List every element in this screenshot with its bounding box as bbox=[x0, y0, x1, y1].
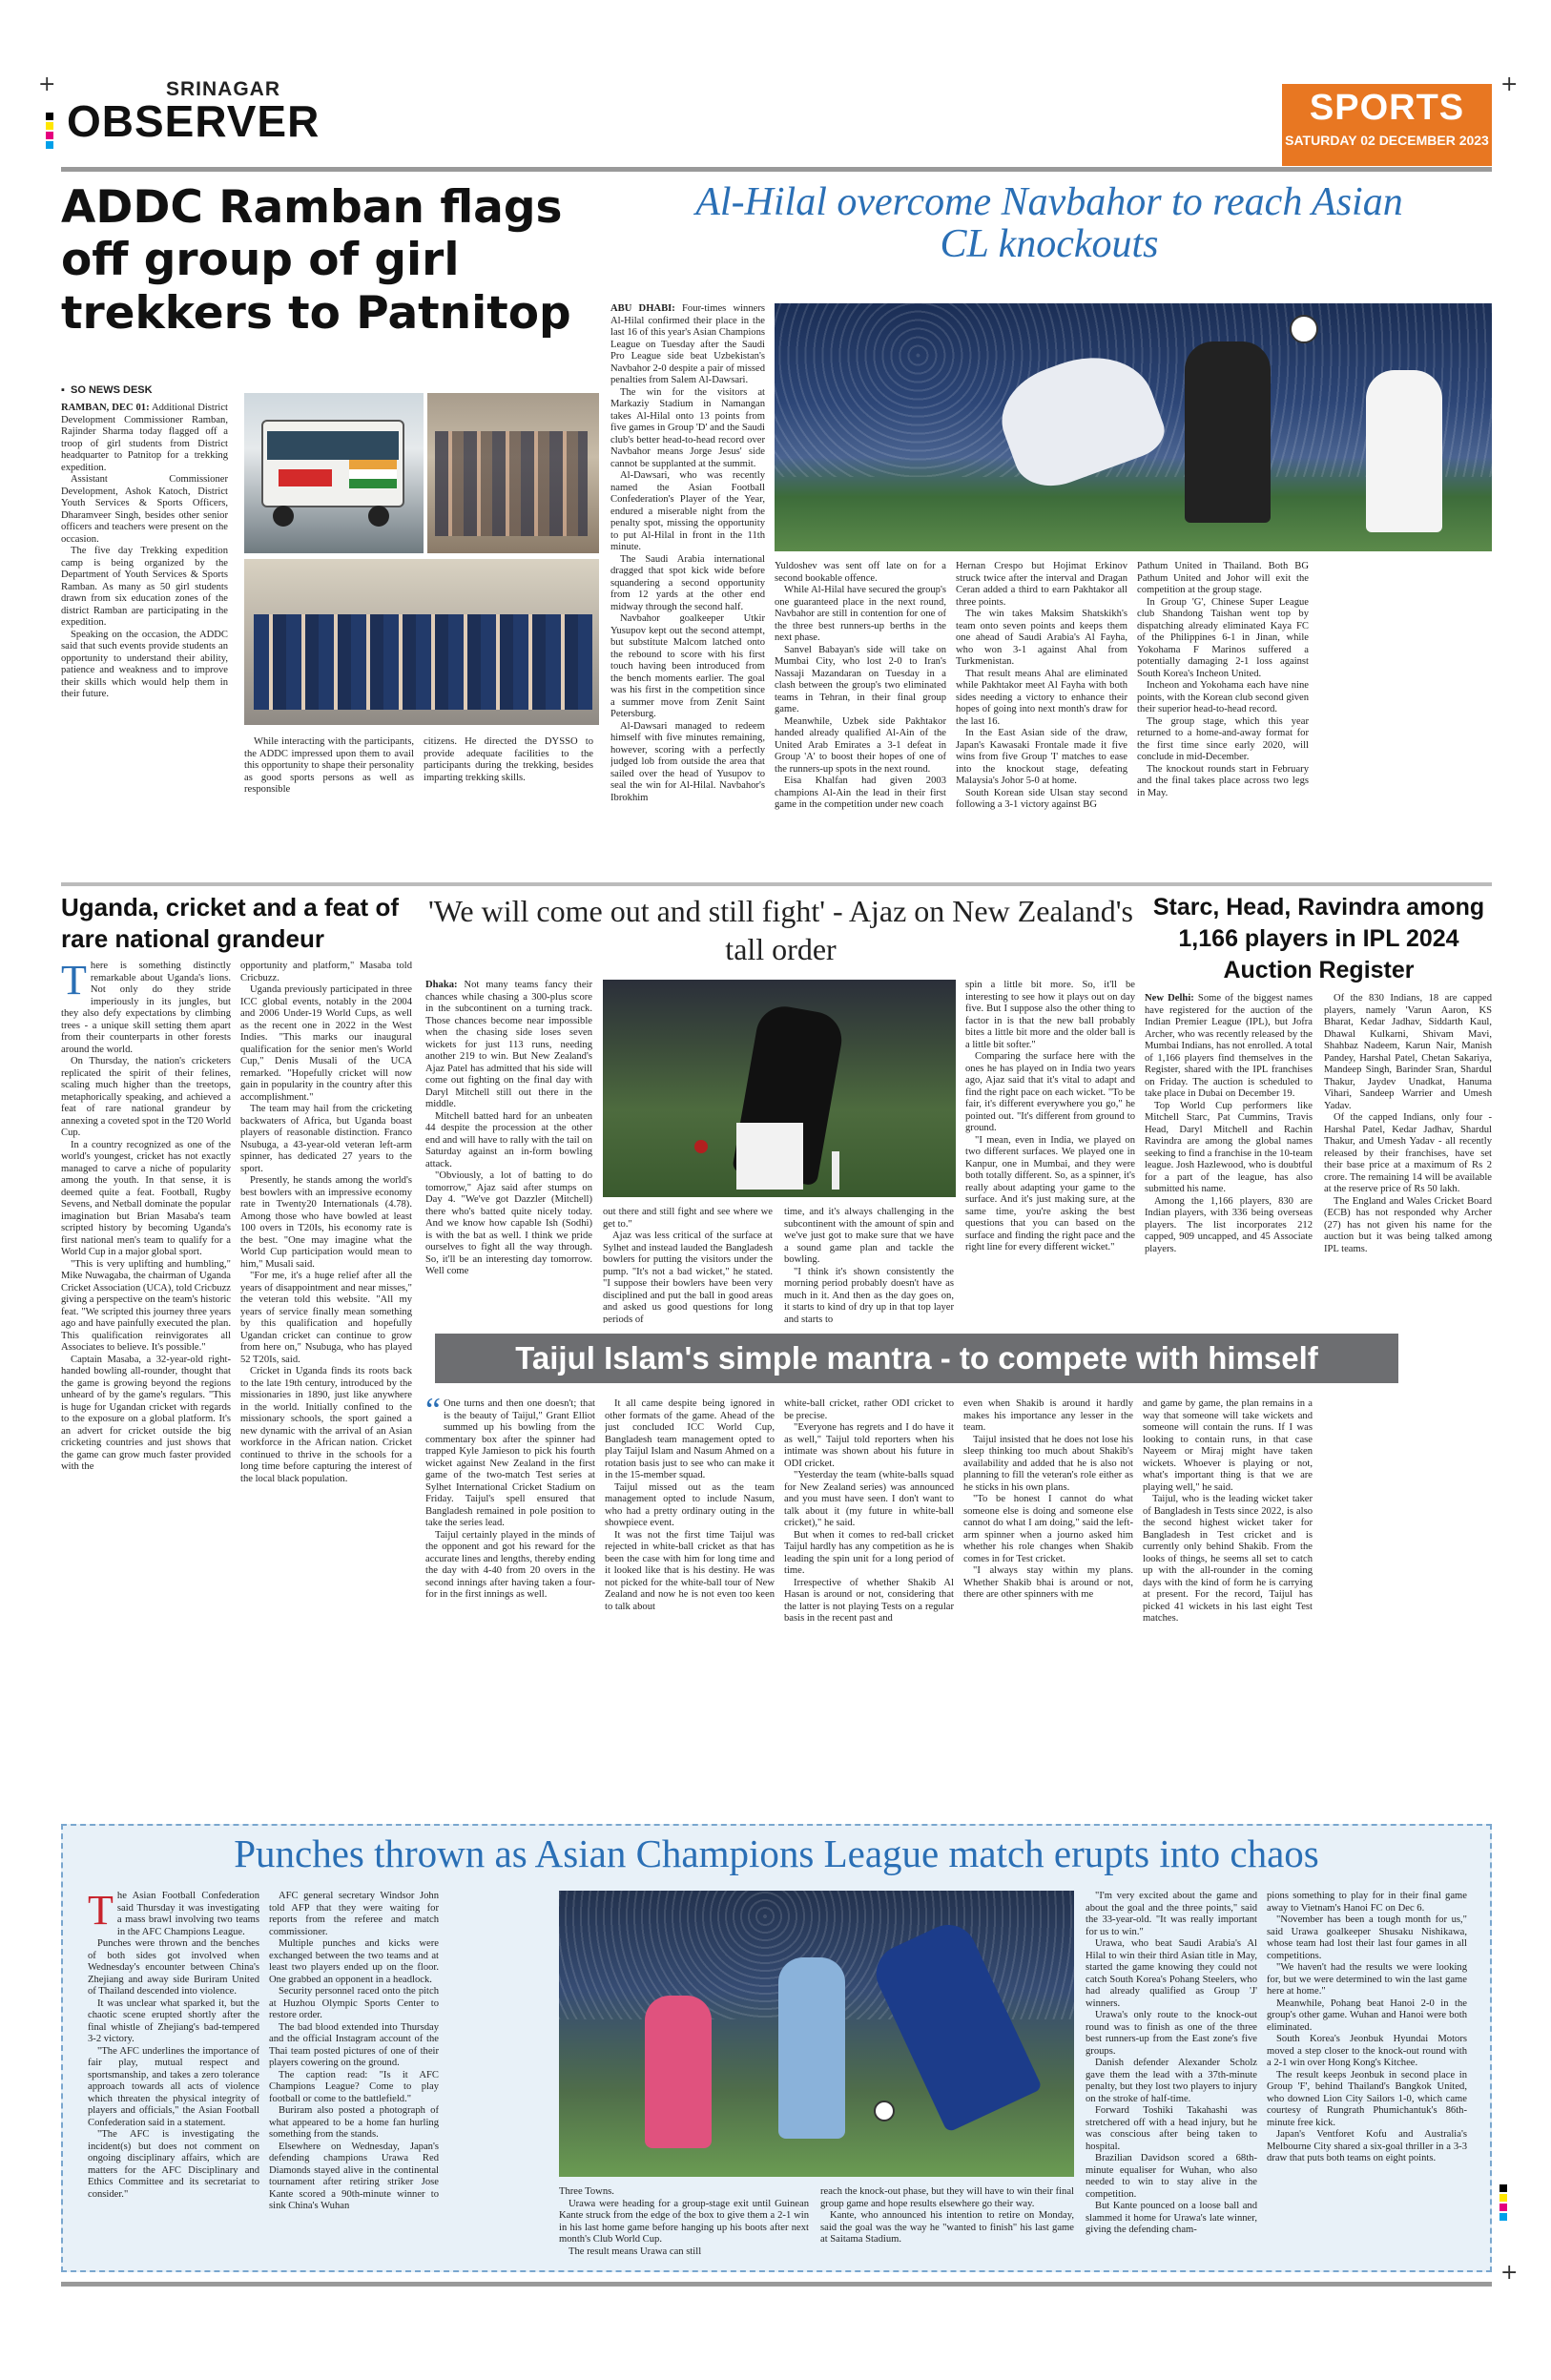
paragraph: Meanwhile, Pohang beat Hanoi 2-0 in the group's other game. Wuhan and Hanoi were both eliminated. bbox=[1267, 1997, 1467, 2033]
girl-students-photo bbox=[244, 559, 599, 725]
paragraph: The win for the visitors at Markaziy Stadium in Namangan takes Al-Hilal onto 13 points from five games in Group 'D' and the Saudi club's better head-to-head record over Navbahor means Jorge Jesus' side cannot be supplanted at the summit. bbox=[610, 386, 765, 469]
story-column-2 bbox=[603, 1207, 773, 1323]
story-column-2 bbox=[269, 1891, 439, 2268]
paragraph: Kante, who announced his intention to retire on Monday, said the goal was the way he "wanted to finish" his last game at Saitama Stadium. bbox=[820, 2210, 1074, 2245]
story-ramban bbox=[61, 181, 599, 878]
paragraph: opportunity and platform," Masaba told Cricbuzz. bbox=[240, 961, 412, 983]
paragraph: Some of the biggest names have registered for the auction of the Indian Premier League (IPL), but Jofra Archer, who was recently released by the Mumbai Indians, has not enrolled. A total of 1,166 players find themselves in the Register, shared with the IPL franchises on Friday. The auction is scheduled to take place in Dubai on December 19. bbox=[1145, 993, 1313, 1099]
paragraph: Punches were thrown and the benches of both sides got involved when Wednesday's encounter between China's Zhejiang and away side Buriram United of Thailand descended into violence. bbox=[88, 1938, 259, 1997]
story-uganda bbox=[61, 892, 414, 1812]
color-bar-icon bbox=[46, 113, 53, 151]
story-column-1 bbox=[61, 961, 231, 1808]
paragraph: "I'm very excited about the game and about the goal and the three points," said the 33-year-old. "It was really important for us to win." bbox=[1086, 1891, 1257, 1937]
paragraph: Taijul certainly played in the minds of the opponent and got his reward for the accurate lines and lengths, thereby ending the day with 4-40 from 20 overs in the second innings after having taken a four-for in the first innings as well. bbox=[425, 1529, 595, 1600]
paragraph: Three Towns. bbox=[559, 2186, 614, 2197]
paragraph: "Yesterday the team (white-balls squad for New Zealand series) was announced and you must have seen. I don't want to talk about it (my future in white-ball cricket)," he said. bbox=[784, 1470, 954, 1528]
paragraph: "The AFC underlines the importance of fair play, mutual respect and sportsmanship, and takes a zero tolerance approach towards all acts of violence which threaten the physical integrity of players and officials," the Asian Football Confederation said in a statement. bbox=[88, 2045, 259, 2128]
paragraph: Assistant Commissioner Development, Ashok Katoch, District Youth Services & Sports Officers, Dharamveer Singh, besides other senior officers and teachers were present on the occasion. bbox=[61, 474, 228, 545]
paragraph: Yuldoshev was sent off late on for a second bookable offence. bbox=[775, 561, 946, 584]
paragraph: Security personnel raced onto the pitch at Huzhou Olympic Sports Center to restore order. bbox=[269, 1986, 439, 2020]
paragraph: While Al-Hilal have secured the group's one guaranteed place in the next round, Navbahor are still in contention for one of the three best runners-up berths in the next phase. bbox=[775, 585, 946, 643]
paragraph: Meanwhile, Uzbek side Pakhtakor handed already qualified Al-Ain of the United Arab Emirates a 3-1 defeat in Group 'A' to boost their hopes of one of the runners-up spots in the next round. bbox=[775, 715, 946, 775]
story-column-1 bbox=[610, 303, 765, 874]
paragraph: The caption read: "Is it AFC Champions League? Come to play football or come to the battlefield." bbox=[269, 2069, 439, 2104]
paragraph: Al-Dawsari managed to redeem himself with five minutes remaining, however, scoring with a perfectly judged lob from outside the area that sailed over the head of Yusupov to seal the win for Al-Hilal. Navbahor's Ibrokhim bbox=[610, 720, 765, 803]
paragraph: "We haven't had the results we were looking for, but we were determined to win the last game here at home." bbox=[1267, 1962, 1467, 1997]
paragraph: citizens. He directed the DYSSO to provide adequate facilities to the participants during the trekking, besides imparting trekking skills. bbox=[424, 736, 593, 783]
dateline: ABU DHABI: bbox=[610, 303, 675, 314]
paragraph: But when it comes to red-ball cricket Taijul hardly has any competition as he is leading the spin unit for a long period of time. bbox=[784, 1529, 954, 1576]
story-column-5 bbox=[1143, 1398, 1313, 1809]
paragraph: Hernan Crespo but Hojimat Erkinov struck twice after the interval and Dragan Ceran added a third to earn Pakhtakor all three points. bbox=[956, 561, 1127, 608]
drop-cap: T bbox=[88, 1891, 114, 1934]
paragraph: The team may hail from the cricketing backwaters of Africa, but Uganda boast players of reasonable distinction. Franco Nsubuga, a 43-year-old veteran left-arm spinner, has dedicated 27 years to the sport. bbox=[240, 1104, 412, 1174]
paragraph: "Obviously, a lot of batting to do tomorrow," Ajaz said after stumps on Day 4. "We've got Dazzler (Mitchell) there who's batted quite nicely today. And we know how capable Ish (Sodhi) is with the bat as well. I think we pride ourselves to fight all the way through. So, it'll be an interesting day tomorrow. Well come bbox=[425, 1170, 592, 1276]
paragraph: Top World Cup performers like Mitchell Starc, Pat Cummins, Travis Head, Daryl Mitchell and Rachin Ravindra are among the global names seeking to find a franchise in the 10-team league. Josh Hazlewood, who is doubtful for a part of the league, has also submitted his name. bbox=[1145, 1100, 1313, 1194]
paragraph: Buriram also posted a photograph of what appeared to be a home fan hurling something from the stands. bbox=[269, 2105, 439, 2140]
masthead-rule bbox=[61, 167, 1492, 172]
dateline: New Delhi: bbox=[1145, 993, 1194, 1004]
story-column-4 bbox=[1137, 561, 1309, 874]
section-tab bbox=[1282, 84, 1492, 166]
byline-text: SO NEWS DESK bbox=[71, 384, 153, 396]
paragraph: Urawa, who beat Saudi Arabia's Al Hilal to win their third Asian title in May, started the game knowing they could not catch South Korea's Pohang Steelers, who had already qualified as Group 'J' winners. bbox=[1086, 1938, 1257, 2009]
paragraph: While interacting with the participants, the ADDC impressed upon them to avail this opportunity to shape their personality as good sports persons as well as responsible bbox=[244, 736, 414, 795]
paragraph: "For me, it's a huge relief after all the years of disappointment and near misses," the veteran told this website. "All my years of service finally mean something by this qualification and hopefully Ugandan cricket can continue to grow from here on," Nsubuga, who has played 52 T20Is, said. bbox=[240, 1271, 412, 1365]
paragraph: It was not the first time Taijul was rejected in white-ball cricket as that has been the case with him for long time and it looked like that is his destiny. He was not picked for the white-ball tour of New Zealand and now he is not even too keen to talk about bbox=[605, 1529, 775, 1612]
section-name: SPORTS bbox=[1309, 88, 1465, 128]
paragraph: The group stage, which this year returned to a home-and-away format for the first time since early 2020, will conclude in mid-December. bbox=[1137, 715, 1309, 762]
paragraph: In Group 'G', Chinese Super League club Shandong Taishan went top by dispatching already eliminated Kaya FC of the Philippines 6-1 in Jinan, while Yokohama F Marinos suffered a potentially damaging 2-1 loss against South Korea's Incheon United. bbox=[1137, 596, 1309, 679]
paragraph: Uganda previously participated in three ICC global events, notably in the 2004 and 2006 Under-19 World Cups, as well as the recent one in 2022 in the West Indies. "This marks our inaugural qualification for the senior men's World Cup," Denis Musali of the UCA remarked. "Hopefully cricket will now gain in popularity in the country after this accomplishment." bbox=[240, 984, 412, 1103]
paragraph: he Asian Football Confederation said Thursday it was investigating a mass brawl involving two teams in the AFC Champions League. bbox=[116, 1891, 259, 1937]
story-headline: Taijul Islam's simple mantra - to compete with himself bbox=[515, 1340, 1318, 1376]
paragraph: The knockout rounds start in February and the final takes place across two legs in May. bbox=[1137, 763, 1309, 798]
story-headline: Punches thrown as Asian Champions League match erupts into chaos bbox=[234, 1832, 1319, 1875]
paragraph: That result means Ahal are eliminated while Pakhtakor meet Al Fayha with both sides needing a victory to enhance their hopes of going into next month's draw for the last 16. bbox=[956, 668, 1127, 727]
paragraph: Of the capped Indians, only four - Harshal Patel, Kedar Jadhav, Shardul Thakur, and Umesh Yadav - all recently released by their franchises, have set their base price at a maximum of Rs 2 crore. The remaining 14 will be available at the reserve price of Rs 50 lakh. bbox=[1324, 1112, 1492, 1194]
paragraph: In the East Asian side of the draw, Japan's Kawasaki Frontale made it five wins from five Group 'I' matches to ease into the knockout stage, defeating Malaysia's Johor 5-0 at home. bbox=[956, 728, 1127, 786]
story-asian-cl-brawl bbox=[61, 1824, 1492, 2272]
paragraph: Eisa Khalfan had given 2003 champions Al-Ain the lead in their first game in the competition under new coach bbox=[775, 776, 946, 810]
story-column-1 bbox=[425, 1398, 595, 1809]
paragraph: Mitchell batted hard for an unbeaten 44 despite the procession at the other end and will have to rally with the tail on Saturday against an in-form bowling attack. bbox=[425, 1110, 592, 1169]
paragraph: "Everyone has regrets and I do have it as well," Taijul told reporters when his intimate was shown about his future in ODI cricket. bbox=[784, 1422, 954, 1469]
paragraph: Elsewhere on Wednesday, Japan's defending champions Urawa Red Diamonds stayed alive in the continental tournament after retiring striker Jose Kante scored a 90th-minute winner to sink China's Wuhan bbox=[269, 2141, 439, 2211]
paragraph: Danish defender Alexander Scholz gave them the lead with a 37th-minute penalty, but they lost two players to injury on the stroke of half-time. bbox=[1086, 2058, 1257, 2104]
paragraph: The result keeps Jeonbuk in second place in Group 'F', behind Thailand's Bangkok United, who downed Lion City Sailors 1-0, which came courtesy of Rungrath Phumichantuk's 86th-minute free kick. bbox=[1267, 2069, 1467, 2128]
masthead-city: SRINAGAR bbox=[166, 78, 281, 100]
paragraph: here is something distinctly remarkable about Uganda's lions. Not only do they stride imperiously in its jungles, but they also defy expectations by climbing trees - a unique skill setting them apart from their counterparts in other forests around the world. bbox=[61, 961, 231, 1055]
paragraph: "I think it's shown consistently the morning period probably doesn't have as much in it. And then as the day goes on, it starts to kind of dry up in that top layer and starts to bbox=[784, 1266, 954, 1323]
story-column-3 bbox=[559, 2186, 809, 2268]
paragraph: The bad blood extended into Thursday and the official Instagram account of the Thai team posted pictures of one of their players cowering on the ground. bbox=[269, 2021, 439, 2068]
officials-photo bbox=[427, 393, 599, 553]
paragraph: Urawa's only route to the knock-out round was to finish as one of the three best runners-up from the East zone's five groups. bbox=[1086, 2010, 1257, 2057]
paragraph: "I mean, even in India, we played on two different surfaces. We played one in Kanpur, one in Mumbai, and they were both totally different. So, as a spinner, it's really about adapting your game to the surface. And it's just making sure, at the same time, you're asking the best questions that you can based on the surface and finding the right pace and the right line for every different wicket." bbox=[965, 1134, 1135, 1252]
headline-banner bbox=[435, 1334, 1398, 1383]
story-column-1 bbox=[88, 1891, 259, 2268]
paragraph: But Kante pounced on a loose ball and slammed it home for Urawa's late winner, giving the defending cham- bbox=[1086, 2201, 1257, 2235]
paragraph: Taijul, who is the leading wicket taker of Bangladesh in Tests since 2022, is also the second highest wicket taker for Bangladesh in Test cricket and is currently only behind Shakib. From the looks of things, he seems all set to catch up with the all-rounder in the coming days with the kind of form he is carrying at present. For the record, Taijul has picked 41 wickets in his last eight Test matches. bbox=[1143, 1494, 1313, 1624]
color-bar-icon bbox=[1499, 2184, 1507, 2223]
paragraph: "November has been a tough month for us," said Urawa goalkeeper Shusaku Nishikawa, whose team had lost their last four games in all competitions. bbox=[1267, 1914, 1467, 1961]
story-column-2 bbox=[775, 561, 946, 874]
story-column-3 bbox=[956, 561, 1127, 874]
story-column-1 bbox=[61, 403, 228, 872]
story-column-1 bbox=[1145, 993, 1313, 1323]
story-headline: ADDC Ramban flags off group of girl trekkers to Patnitop bbox=[61, 181, 571, 340]
paragraph: Ajaz was less critical of the surface at Sylhet and instead lauded the Bangladesh bowlers for putting the visitors under the pump. "It's not a bad wicket," he stated. "I suppose their bowlers have been very disciplined and put the ball in good areas and asked us good questions for long periods of bbox=[603, 1231, 773, 1323]
paragraph: white-ball cricket, rather ODI cricket to be precise. bbox=[784, 1398, 954, 1421]
paragraph: Irrespective of whether Shakib Al Hasan is around or not, considering that the latter is not playing Tests on a regular basis in the recent past and bbox=[784, 1577, 954, 1624]
story-column-4 bbox=[963, 1398, 1133, 1809]
masthead-name: OBSERVER bbox=[67, 96, 321, 146]
story-al-hilal bbox=[610, 181, 1493, 878]
ajaz-batting-photo bbox=[603, 980, 956, 1197]
story-column-2 bbox=[605, 1398, 775, 1809]
paragraph: Sanvel Babayan's side will take on Mumbai City, who lost 2-0 to Iran's Nassaji Mazandaran on Tuesday in a clash between the group's two eliminated teams in Tehran, in their final group game. bbox=[775, 644, 946, 714]
story-column-4 bbox=[965, 980, 1135, 1323]
drop-cap: T bbox=[61, 961, 87, 1004]
urawa-match-photo bbox=[559, 1891, 1074, 2177]
paragraph: "This is very uplifting and humbling," Mike Nuwagaba, the chairman of Uganda Cricket Association (UCA), told Cricbuzz giving a perspective on the team's historic feat. "We scripted this journey three years ago and have painfully executed the plan. This qualification reinvigorates all Associates to believe. It's possible." bbox=[61, 1258, 231, 1353]
paragraph: spin a little bit more. So, it'll be interesting to see how it plays out on day five. But I suppose also the other thing to factor in is that the new ball probably bites a little bit more and the older ball is a little bit softer." bbox=[965, 980, 1135, 1050]
paragraph: Of the 830 Indians, 18 are capped players, namely 'Varun Aaron, KS Bharat, Kedar Jadhav, Siddarth Kaul, Dhawal Kulkarni, Shivam Mavi, Shahbaz Nadeem, Karun Nair, Manish Pandey, Harshal Patel, Chetan Sakariya, Mandeep Singh, Barinder Sran, Shardul Thakur, Jaydev Unadkat, Hanuma Vihari, Sandeep Warrier and Umesh Yadav. bbox=[1324, 993, 1492, 1111]
paragraph: AFC general secretary Windsor John told AFP that they were waiting for reports from the referee and match commissioner. bbox=[269, 1891, 439, 1937]
story-ipl-auction bbox=[1145, 892, 1493, 1326]
paragraph: and game by game, the plan remains in a way that someone will take wickets and someone will contain the runs. If I was looking to contain runs, in that case Nayeem or Miraj might have taken wickets. Whoever is playing or not, what's important thing is that we are playing well," he said. bbox=[1143, 1398, 1313, 1493]
paragraph: "I always stay within my plans. Whether Shakib bhai is around or not, there are other spinners with me bbox=[963, 1565, 1133, 1600]
paragraph: One turns and then one doesn't; that is the beauty of Taijul," Grant Elliot summed up his bowling from the commentary box after the spinner had trapped Kyle Jamieson to pick his fourth wicket against New Zealand in the first game of the two-match Test series at Sylhet International Cricket Stadium on Friday. Taijul's spell ensured that Bangladesh remained in pole position to take the series lead. bbox=[425, 1398, 595, 1528]
paragraph: "The AFC is investigating the incident(s) but does not comment on ongoing disciplinary affairs, which are matters for the AFC Disciplinary and Ethics Committee and its secretariat to consider." bbox=[88, 2129, 259, 2200]
dateline: RAMBAN, DEC 01: bbox=[61, 403, 150, 413]
paragraph: Taijul missed out as the team management opted to include Nasum, who had a pretty ordinary outing in the showpiece event. bbox=[605, 1481, 775, 1528]
story-column-2 bbox=[1324, 993, 1492, 1323]
paragraph: Brazilian Davidson scored a 68th-minute equaliser for Wuhan, who also needed to win to stay alive in the competition. bbox=[1086, 2153, 1257, 2200]
story-column-5 bbox=[1086, 1891, 1257, 2268]
quote-mark-icon: “ bbox=[425, 1398, 441, 1429]
story-headline: 'We will come out and still fight' - Ajaz on New Zealand's tall order bbox=[428, 894, 1133, 966]
paragraph: Pathum United in Thailand. Both BG Pathum United and Johor will exit the competition at the group stage. bbox=[1137, 561, 1309, 595]
paragraph: Urawa were heading for a group-stage exit until Guinean Kante struck from the edge of the box to give them a 2-1 win in his last home game before hanging up his boots after next month's Club World Cup. bbox=[559, 2198, 809, 2245]
story-ajaz bbox=[425, 892, 1136, 1326]
paragraph: The Saudi Arabia international dragged that spot kick wide before squandering a second opportunity from 12 yards at the other end midway through the second half. bbox=[610, 553, 765, 612]
paragraph: Captain Masaba, a 32-year-old right-handed bowling all-rounder, thought that the game is growing beyond the regions unheard of by the game's regulars. "This is huge for Ugandan cricket with regards to the exposure on a global platform. It's an advert for cricket outside the big cricketing countries and just shows that the game can grow much faster provided with the bbox=[61, 1354, 231, 1472]
paragraph: time, and it's always challenging in the subcontinent with the amount of spin and we've just got to make sure that we have a sound game plan and tackle the bowling. bbox=[784, 1207, 954, 1265]
paragraph: The five day Trekking expedition camp is being organized by the Department of Youth Services & Sports Ramban. As many as 50 girl students drawn from six education zones of the district Ramban are participating in the expedition. bbox=[61, 546, 228, 628]
paragraph: Japan's Ventforet Kofu and Australia's Melbourne City shared a six-goal thriller in a 3-3 draw that puts both teams on eight points. bbox=[1267, 2129, 1467, 2163]
issue-date: SATURDAY 02 DECEMBER 2023 bbox=[1285, 133, 1489, 148]
story-headline: Uganda, cricket and a feat of rare national grandeur bbox=[61, 893, 399, 953]
paragraph: It all came despite being ignored in other formats of the game. Ahead of the just concluded ICC World Cup, Bangladesh team management opted to play Taijul Islam and Nasum Ahmed on a rotation basis just to see who can make it in the 15-member squad. bbox=[605, 1398, 775, 1480]
dateline: Dhaka: bbox=[425, 980, 458, 990]
story-headline: Starc, Head, Ravindra among 1,166 players in IPL 2024 Auction Register bbox=[1152, 894, 1485, 983]
paragraph: The win takes Maksim Shatskikh's team onto seven points and keeps them one ahead of Saudi Arabia's Al Fayha, who won 3-1 against Ahal from Turkmenistan. bbox=[956, 609, 1127, 667]
byline bbox=[61, 384, 153, 396]
story-taijul bbox=[425, 1334, 1494, 1812]
paragraph: Incheon and Yokohama each have nine points, with the Korean club second given their superior head-to-head record. bbox=[1137, 680, 1309, 714]
paragraph: pions something to play for in their final game away to Vietnam's Hanoi FC on Dec 6. bbox=[1267, 1891, 1467, 1914]
paragraph: The England and Wales Cricket Board (ECB) has not responded why Archer (27) has not given his name for the auction but it was being talked among IPL teams. bbox=[1324, 1195, 1492, 1254]
paragraph: even when Shakib is around it hardly makes his importance any lesser in the team. bbox=[963, 1398, 1133, 1433]
byline-bullet-icon: ▪ bbox=[61, 384, 72, 396]
story-column-1 bbox=[425, 980, 592, 1323]
football-match-photo bbox=[775, 303, 1492, 551]
paragraph: out there and still fight and see where we get to." bbox=[603, 1207, 773, 1230]
paragraph: Four-times winners Al-Hilal confirmed their place in the last 16 of this year's Asian Champions League on Tuesday after the Saudi Pro League side beat Uzbekistan's Navbahor 2-0 despite a pair of missed penalties from Salem Al-Dawsari. bbox=[610, 303, 765, 385]
paragraph: Multiple punches and kicks were exchanged between the two teams and at least two players ended up on the floor. One grabbed an opponent in a headlock. bbox=[269, 1938, 439, 1985]
story-column-3 bbox=[784, 1398, 954, 1809]
registration-mark-icon: + bbox=[38, 72, 56, 96]
story-column-2 bbox=[244, 736, 414, 874]
paragraph: Al-Dawsari, who was recently named the Asian Football Confederation's Player of the Year, endured a miserable night from the penalty spot, missing the opportunity to put Al-Hilal in front in the 11th minute. bbox=[610, 470, 765, 552]
paragraph: Comparing the surface here with the ones he has played on in India two years ago, Ajaz said that it's vital to adapt and find the right pace on each wicket. "To be fair, it's different everywhere you go," he pointed out. "It's different from ground to ground. bbox=[965, 1051, 1135, 1133]
registration-mark-icon: + bbox=[1500, 2261, 1519, 2285]
story-headline: Al-Hilal overcome Navbahor to reach Asian CL knockouts bbox=[695, 180, 1403, 267]
paragraph: "To be honest I cannot do what someone else is doing and someone else cannot do what I am doing," said the left-arm spinner when a journo asked him whether his role changes when Shakib comes in for Test cricket. bbox=[963, 1494, 1133, 1564]
paragraph: South Korean side Ulsan stay second following a 3-1 victory against BG bbox=[956, 787, 1127, 810]
section-divider bbox=[61, 882, 1492, 886]
paragraph: Among the 1,166 players, 830 are Indian players, with 336 being overseas players. The list incorporates 212 capped, 909 uncapped, and 45 Associate players. bbox=[1145, 1195, 1313, 1254]
paragraph: It was unclear what sparked it, but the chaotic scene erupted shortly after the final whistle of Zhejiang's bad-tempered 3-2 victory. bbox=[88, 1997, 259, 2044]
paragraph: Not many teams fancy their chances while chasing a 300-plus score in the subcontinent on a turning track. Those chances become near impossible when the chasing side loses seven wickets for just 113 runs, needing another 219 to win. But New Zealand's Ajaz Patel has admitted that his side will come out fighting on the final day with Daryl Mitchell still out there in the middle. bbox=[425, 980, 592, 1109]
paragraph: South Korea's Jeonbuk Hyundai Motors moved a step closer to the knock-out round with a 2-1 win over Hong Kong's Kitchee. bbox=[1267, 2034, 1467, 2068]
trekkers-bus-photo bbox=[244, 393, 424, 553]
paragraph: In a country recognized as one of the world's youngest, cricket has not exactly managed to carve a niche of popularity among the youth. In that sense, it is deemed quite a feat. Football, Rugby Sevens, and Netball dominate the popular imagination but Brian Masaba's team scripted history by becoming Uganda's first national men's team to qualify for a World Cup in a major global sport. bbox=[61, 1139, 231, 1257]
story-column-3 bbox=[784, 1207, 954, 1323]
story-column-3 bbox=[424, 736, 593, 874]
paragraph: Navbahor goalkeeper Utkir Yusupov kept out the second attempt, but substitute Malcom latched onto the rebound to score with his first touch having been introduced from the bench moments earlier. The goal was his first in the competition since a summer move from Zenit Saint Petersburg. bbox=[610, 613, 765, 719]
paragraph: On Thursday, the nation's cricketers replicated the spirit of their felines, scaling much higher than the treetops, metaphorically speaking, and achieved a feat of rare national grandeur by annexing a coveted spot in the T20 World Cup. bbox=[61, 1056, 231, 1138]
paragraph: Speaking on the occasion, the ADDC said that such events provide students an opportunity to understand their ability, patience and weakness and to improve their skills which would help them in their future. bbox=[61, 629, 228, 699]
paragraph: Forward Toshiki Takahashi was stretchered off with a head injury, but he was conscious after being taken to hospital. bbox=[1086, 2105, 1257, 2152]
story-column-4 bbox=[820, 2186, 1074, 2268]
paragraph: The result means Urawa can still bbox=[569, 2245, 702, 2257]
paragraph: Cricket in Uganda finds its roots back to the late 19th century, introduced by the missionaries in 1890, just like anywhere in the world. Initially confined to the missionary schools, the sport gained a new dynamic with the arrival of an Asian workforce in the African nation. Cricket continued to thrive in the schools for a long time before capturing the interest of the local black population. bbox=[240, 1366, 412, 1484]
registration-mark-icon: + bbox=[1500, 72, 1519, 96]
story-column-2 bbox=[240, 961, 412, 1808]
story-column-6 bbox=[1267, 1891, 1467, 2268]
paragraph: Additional District Development Commissioner Ramban, Rajinder Sharma today flagged off a troop of girl students from District headquarter to Patnitop for a trekking expedition. bbox=[61, 403, 228, 473]
paragraph: Taijul insisted that he does not lose his sleep thinking too much about Shakib's availability and added that he is also not planning to fill the veteran's role either as he sticks in his own plans. bbox=[963, 1434, 1133, 1493]
paragraph: reach the knock-out phase, but they will have to win their final group game and hope results elsewhere go their way. bbox=[820, 2186, 1074, 2209]
masthead-logo bbox=[67, 78, 410, 155]
footer-rule bbox=[61, 2282, 1492, 2287]
paragraph: Presently, he stands among the world's best bowlers with an impressive economy rate in Twenty20 Internationals (4.78). Among those who have bowled at least 100 overs in T20Is, his economy rate is the best. "One may imagine what the World Cup participation would mean to him," Musali said. bbox=[240, 1175, 412, 1270]
